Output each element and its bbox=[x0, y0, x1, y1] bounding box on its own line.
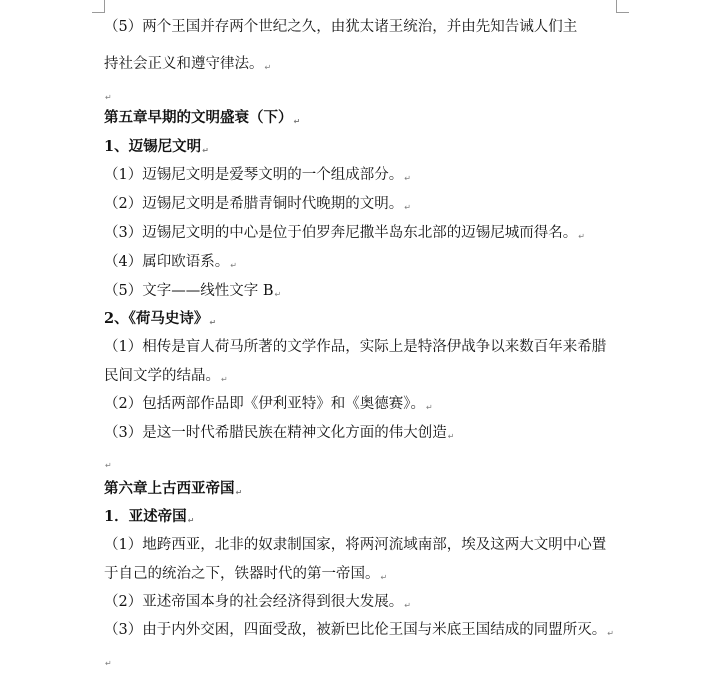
section-heading[interactable] bbox=[104, 309, 216, 333]
empty-paragraph[interactable] bbox=[104, 84, 112, 108]
line-text: （2）包括两部作品即《伊利亚特》和《奥德赛》。 bbox=[104, 396, 425, 412]
body-text-line[interactable] bbox=[104, 337, 607, 361]
body-text-line[interactable] bbox=[104, 281, 281, 305]
paragraph-mark-icon: ↵ bbox=[264, 63, 272, 72]
paragraph-mark-icon: ↵ bbox=[230, 261, 237, 270]
body-text-line[interactable] bbox=[104, 223, 585, 247]
paragraph-mark-icon: ↵ bbox=[380, 573, 388, 582]
paragraph-mark-icon: ↵ bbox=[404, 601, 411, 610]
line-text: 于自己的统治之下，铁器时代的第一帝国。 bbox=[104, 566, 380, 582]
body-text-line[interactable] bbox=[104, 54, 271, 78]
paragraph-mark-icon: ↵ bbox=[293, 117, 301, 126]
paragraph-mark-icon: ↵ bbox=[209, 318, 217, 327]
paragraph-mark-icon: ↵ bbox=[105, 461, 112, 470]
body-text-line[interactable] bbox=[104, 423, 454, 447]
line-text: 民间文学的结晶。 bbox=[104, 368, 220, 384]
paragraph-mark-icon: ↵ bbox=[235, 488, 243, 497]
paragraph-mark-icon: ↵ bbox=[221, 375, 228, 384]
line-text: （3）由于内外交困，四面受敌，被新巴比伦王国与米底王国结成的同盟所灭。 bbox=[104, 622, 607, 638]
line-text: 持社会正义和遵守律法。 bbox=[104, 56, 264, 72]
paragraph-mark-icon: ↵ bbox=[404, 203, 411, 212]
line-text: 1．亚述帝国 bbox=[104, 508, 187, 525]
empty-paragraph[interactable] bbox=[104, 650, 112, 674]
margin-corner-marker bbox=[616, 0, 629, 13]
paragraph-mark-icon: ↵ bbox=[425, 403, 433, 412]
line-text: （4）属印欧语系。 bbox=[104, 254, 230, 270]
line-text: （1）相传是盲人荷马所著的文学作品，实际上是特洛伊战争以来数百年来希腊 bbox=[104, 339, 607, 355]
body-text-line[interactable] bbox=[104, 394, 433, 418]
body-text-line[interactable] bbox=[104, 17, 578, 41]
paragraph-mark-icon: ↵ bbox=[202, 146, 209, 155]
body-text-line[interactable] bbox=[104, 165, 411, 189]
body-text-line[interactable] bbox=[104, 252, 237, 276]
chapter-heading[interactable] bbox=[104, 108, 300, 132]
paragraph-mark-icon: ↵ bbox=[404, 174, 411, 183]
body-text-line[interactable] bbox=[104, 592, 411, 616]
line-text: 第五章早期的文明盛衰（下） bbox=[104, 109, 293, 126]
paragraph-mark-icon: ↵ bbox=[105, 93, 112, 102]
line-text: （2）迈锡尼文明是希腊青铜时代晚期的文明。 bbox=[104, 196, 404, 212]
paragraph-mark-icon: ↵ bbox=[447, 432, 455, 441]
paragraph-mark-icon: ↵ bbox=[105, 659, 112, 668]
body-text-line[interactable] bbox=[104, 366, 228, 390]
line-text: （3）迈锡尼文明的中心是位于伯罗奔尼撒半岛东北部的迈锡尼城而得名。 bbox=[104, 225, 578, 241]
section-heading[interactable] bbox=[104, 507, 194, 531]
line-text: （1）地跨西亚，北非的奴隶制国家，将两河流域南部，埃及这两大文明中心置 bbox=[104, 537, 607, 553]
line-text: 2、《荷马史诗》 bbox=[104, 310, 209, 327]
paragraph-mark-icon: ↵ bbox=[607, 629, 614, 638]
paragraph-mark-icon: ↵ bbox=[187, 516, 195, 525]
line-text: （3）是这一时代希腊民族在精神文化方面的伟大创造 bbox=[104, 425, 447, 441]
line-text: 1、迈锡尼文明 bbox=[104, 138, 202, 155]
line-text: 第六章上古西亚帝国 bbox=[104, 480, 235, 497]
margin-corner-marker bbox=[92, 0, 105, 13]
line-text: （2）亚述帝国本身的社会经济得到很大发展。 bbox=[104, 594, 404, 610]
line-text: （5）文字——线性文字 B bbox=[104, 283, 274, 299]
line-text: （1）迈锡尼文明是爱琴文明的一个组成部分。 bbox=[104, 167, 404, 183]
body-text-line[interactable] bbox=[104, 535, 607, 559]
paragraph-mark-icon: ↵ bbox=[274, 290, 282, 299]
empty-paragraph[interactable] bbox=[104, 452, 112, 476]
chapter-heading[interactable] bbox=[104, 479, 242, 503]
body-text-line[interactable] bbox=[104, 564, 387, 588]
body-text-line[interactable] bbox=[104, 194, 411, 218]
paragraph-mark-icon: ↵ bbox=[578, 232, 585, 241]
body-text-line[interactable] bbox=[104, 620, 614, 644]
section-heading[interactable] bbox=[104, 137, 209, 161]
line-text: （5）两个王国并存两个世纪之久，由犹太诸王统治，并由先知告诫人们主 bbox=[104, 19, 578, 35]
